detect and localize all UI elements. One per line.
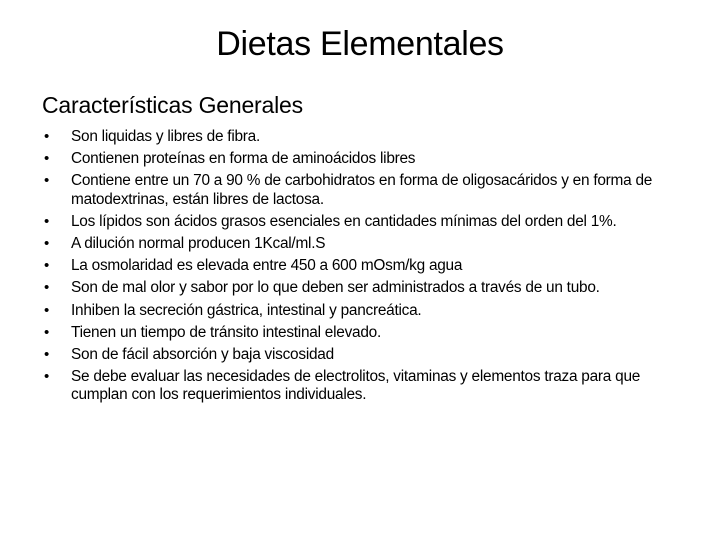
bullet-item [42,150,682,168]
bullet-icon: • [44,172,50,190]
bullet-icon: • [44,235,50,253]
bullet-text: Inhiben la secreción gástrica, intestinal y pancreática. [71,301,422,319]
bullet-icon: • [44,368,50,386]
bullet-text: Se debe evaluar las necesidades de electrolitos, vitaminas y elementos traza para que cumplan con los requerimientos individuales. [71,368,641,404]
bullet-text: Son de fácil absorción y baja viscosidad [71,346,334,364]
bullet-icon: • [44,150,50,168]
bullet-icon: • [44,346,50,364]
bullet-icon: • [44,323,50,341]
bullet-text: Contienen proteínas en forma de aminoácidos libres [71,150,416,168]
bullet-icon: • [44,212,50,230]
bullet-item [42,128,682,146]
bullet-icon: • [44,279,50,297]
bullet-item [42,324,682,342]
bullet-text: Los lípidos son ácidos grasos esenciales en cantidades mínimas del orden del 1%. [71,212,617,230]
bullet-text: Son liquidas y libres de fibra. [71,128,261,145]
slide-title: Dietas Elementales [216,25,504,63]
bullet-icon: • [44,128,50,145]
bullet-text: Tienen un tiempo de tránsito intestinal elevado. [71,323,381,341]
bullet-item [42,172,682,208]
bullet-text: Contiene entre un 70 a 90 % de carbohidratos en forma de oligosacáridos y en forma de matodextrinas, están libres de lactosa. [71,172,653,208]
bullet-text: A dilución normal producen 1Kcal/ml.S [71,235,326,253]
bullet-item [42,368,682,404]
bullet-item [42,302,682,320]
bullet-item [42,235,682,253]
bullet-list [42,128,682,409]
bullet-item [42,257,682,275]
bullet-text: La osmolaridad es elevada entre 450 a 600 mOsm/kg agua [71,257,463,275]
bullet-item [42,213,682,231]
slide-subtitle: Características Generales [42,92,303,118]
bullet-item [42,346,682,364]
bullet-icon: • [44,257,50,275]
bullet-item [42,279,682,297]
bullet-text: Son de mal olor y sabor por lo que deben ser administrados a través de un tubo. [71,279,600,297]
bullet-icon: • [44,301,50,319]
